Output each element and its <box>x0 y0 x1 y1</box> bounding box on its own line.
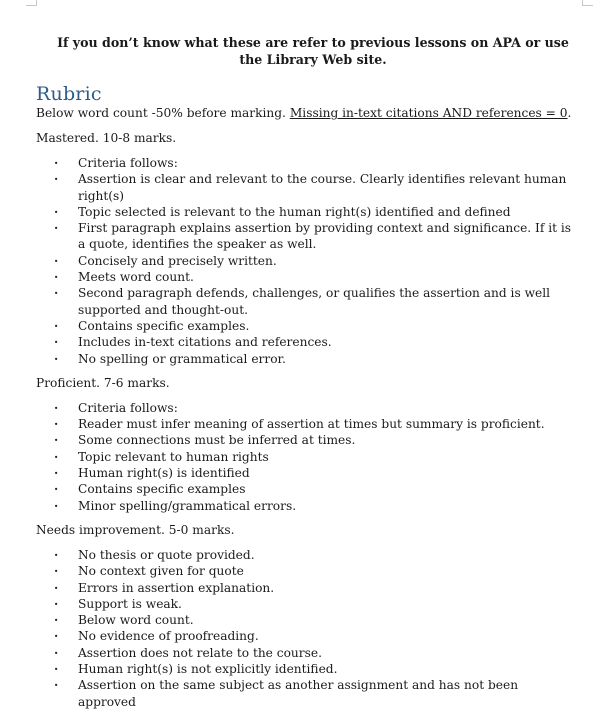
list-item: · Assertion is clear and relevant to the course. Clearly identifies relevant human right(s) <box>36 171 576 204</box>
list-item: · Support is weak. <box>36 596 576 612</box>
note-end: . <box>567 106 572 120</box>
mastered-criteria-list <box>36 155 576 367</box>
needs-improvement-criteria-list <box>36 547 576 710</box>
list-item: · Topic selected is relevant to the human right(s) identified and defined <box>36 204 576 220</box>
list-item: · No context given for quote <box>36 563 576 579</box>
level-title-mastered: Mastered. 10-8 marks. <box>36 131 177 145</box>
list-item: · Below word count. <box>36 612 576 628</box>
note-plain: Below word count -50% before marking. <box>36 106 290 120</box>
level-mastered <box>36 130 576 367</box>
list-item: · Assertion does not relate to the course. <box>36 645 576 661</box>
list-item: · Contains specific examples <box>36 481 576 497</box>
level-title-proficient: Proficient. 7-6 marks. <box>36 375 170 390</box>
list-item: · Includes in-text citations and references. <box>36 334 576 350</box>
list-item: · Some connections must be inferred at times. <box>36 432 576 448</box>
list-item: · Criteria follows: <box>36 400 576 416</box>
citations-warning: Missing in-text citations AND references = 0 <box>289 106 568 120</box>
level-needs-improvement <box>36 522 576 710</box>
document-page <box>36 34 576 718</box>
crop-mark-right <box>582 0 593 6</box>
list-item: · Topic relevant to human rights <box>36 449 576 465</box>
list-item: · Human right(s) is identified <box>36 465 576 481</box>
list-item: · Human right(s) is not explicitly identified. <box>36 661 576 677</box>
level-title-needs-improvement: Needs improvement. 5-0 marks. <box>36 522 235 537</box>
list-item: · No thesis or quote provided. <box>36 547 576 563</box>
list-item: · Second paragraph defends, challenges, or qualifies the assertion and is well supported and thought-out. <box>36 285 576 318</box>
list-item: · Reader must infer meaning of assertion at times but summary is proficient. <box>36 416 576 432</box>
level-proficient <box>36 375 576 514</box>
proficient-criteria-list <box>36 400 576 514</box>
crop-mark-left <box>26 0 37 6</box>
list-item: · Concisely and precisely written. <box>36 253 576 269</box>
list-item: · Assertion on the same subject as another assignment and has not been approved <box>36 677 576 710</box>
list-item: · No evidence of proofreading. <box>36 628 576 644</box>
word-count-note <box>36 105 576 121</box>
list-item: · Minor spelling/grammatical errors. <box>36 498 576 514</box>
intro-instruction: If you don’t know what these are refer to previous lessons on APA or use the Library Web site. <box>57 35 569 67</box>
list-item: · Criteria follows: <box>36 155 576 171</box>
list-item: · Contains specific examples. <box>36 318 576 334</box>
rubric-heading: Rubric <box>36 83 102 105</box>
list-item: · No spelling or grammatical error. <box>36 351 576 367</box>
list-item: · Meets word count. <box>36 269 576 285</box>
list-item: · Errors in assertion explanation. <box>36 580 576 596</box>
list-item: · First paragraph explains assertion by providing context and significance. If it is a quote, identifies the speaker as well. <box>36 220 576 253</box>
